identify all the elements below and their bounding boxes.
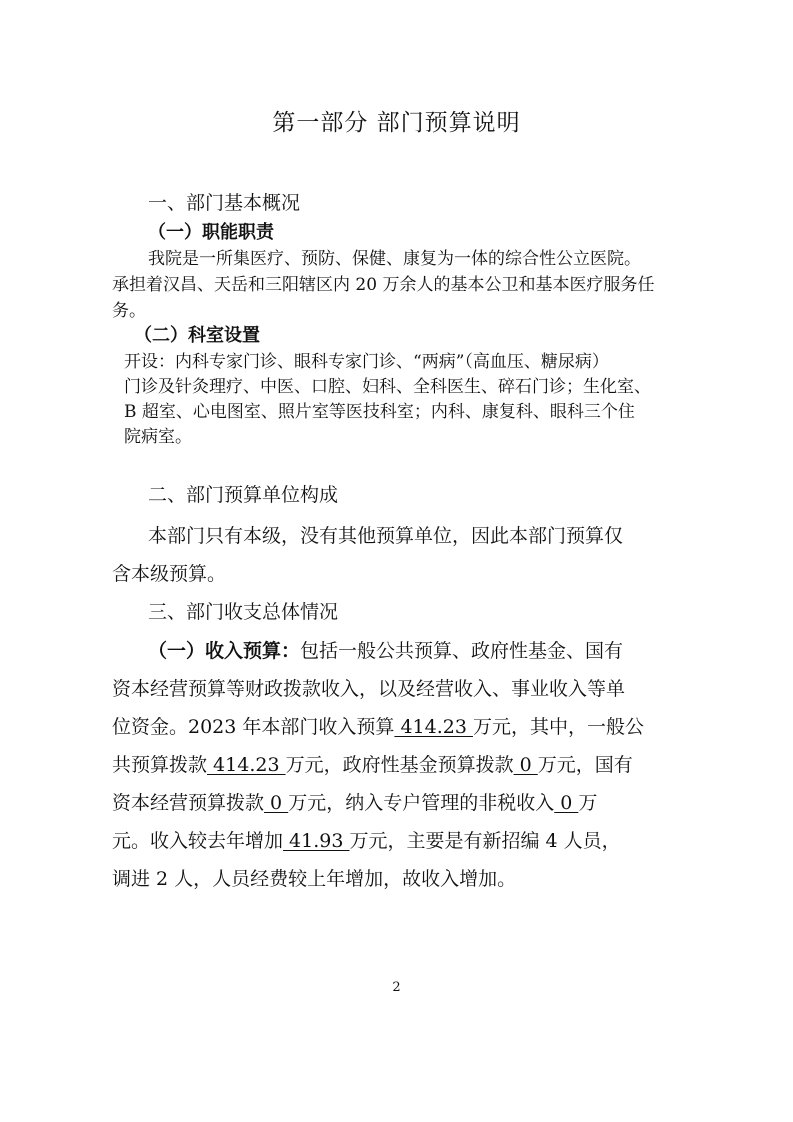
income-text: 包括一般公共预算、政府性基金、国有 <box>300 640 624 662</box>
income-line-5 <box>112 788 597 815</box>
income-line-3 <box>112 712 644 739</box>
paragraph-line: 我院是一所集医疗、预防、保健、康复为一体的综合性公立医院。 <box>148 249 641 269</box>
paragraph-line: 务。 <box>112 301 146 321</box>
paragraph-line: 院病室。 <box>124 427 192 447</box>
section-1-heading: 一、部门基本概况 <box>148 192 301 214</box>
income-text: 万元，其中，一般公 <box>472 716 644 738</box>
paragraph-line: B 超室、心电图室、照片室等医技科室；内科、康复科、眼科三个住 <box>124 402 635 422</box>
paragraph-line: 含本级预算。 <box>112 563 227 585</box>
total-income-value: 414.23 <box>394 716 473 738</box>
income-text: 位资金。2023 年本部门收入预算 <box>112 716 395 738</box>
income-text: 共预算拨款 <box>112 754 208 776</box>
income-text: 元。收入较去年增加 <box>112 830 284 852</box>
general-budget-value: 414.23 <box>207 754 286 776</box>
paragraph-line: 本部门只有本级，没有其他预算单位，因此本部门预算仅 <box>148 525 624 547</box>
income-increase-value: 41.93 <box>283 830 350 852</box>
section-2-heading: 二、部门预算单位构成 <box>148 484 339 506</box>
page-number: 2 <box>392 980 401 995</box>
income-text: 万 <box>578 792 598 814</box>
income-line-2: 资本经营预算等财政拨款收入，以及经营收入、事业收入等单 <box>112 678 626 700</box>
section-1-sub2-heading: （二）科室设置 <box>134 325 260 346</box>
income-line-7: 调进 2 人，人员经费较上年增加，故收入增加。 <box>112 868 517 890</box>
income-line-1 <box>148 636 623 663</box>
income-text: 万元，主要是有新招编 4 人员， <box>349 830 621 852</box>
paragraph-line: 承担着汉昌、天岳和三阳辖区内 20 万余人的基本公卫和基本医疗服务任 <box>112 275 655 295</box>
paragraph-line: 开设：内科专家门诊、眼科专家门诊、“两病”（高血压、糖尿病） <box>124 352 609 372</box>
income-text: 万元，政府性基金预算拨款 <box>285 754 514 776</box>
section-3-heading: 三、部门收支总体情况 <box>148 601 339 623</box>
income-text: 资本经营预算拨款 <box>112 792 265 814</box>
paragraph-line: 门诊及针灸理疗、中医、口腔、妇科、全科医生、碎石门诊；生化室、 <box>124 377 651 397</box>
income-text: 万元，国有 <box>537 754 633 776</box>
income-text: 万元，纳入专户管理的非税收入 <box>288 792 555 814</box>
income-label: （一）收入预算： <box>148 640 301 662</box>
income-line-4 <box>112 750 633 777</box>
fund-budget-value: 0 <box>513 754 538 776</box>
section-1-sub1-heading: （一）职能职责 <box>148 222 274 243</box>
state-capital-value: 0 <box>264 792 289 814</box>
non-tax-income-value: 0 <box>554 792 579 814</box>
page-title: 第一部分 部门预算说明 <box>272 110 521 136</box>
income-line-6 <box>112 826 621 853</box>
